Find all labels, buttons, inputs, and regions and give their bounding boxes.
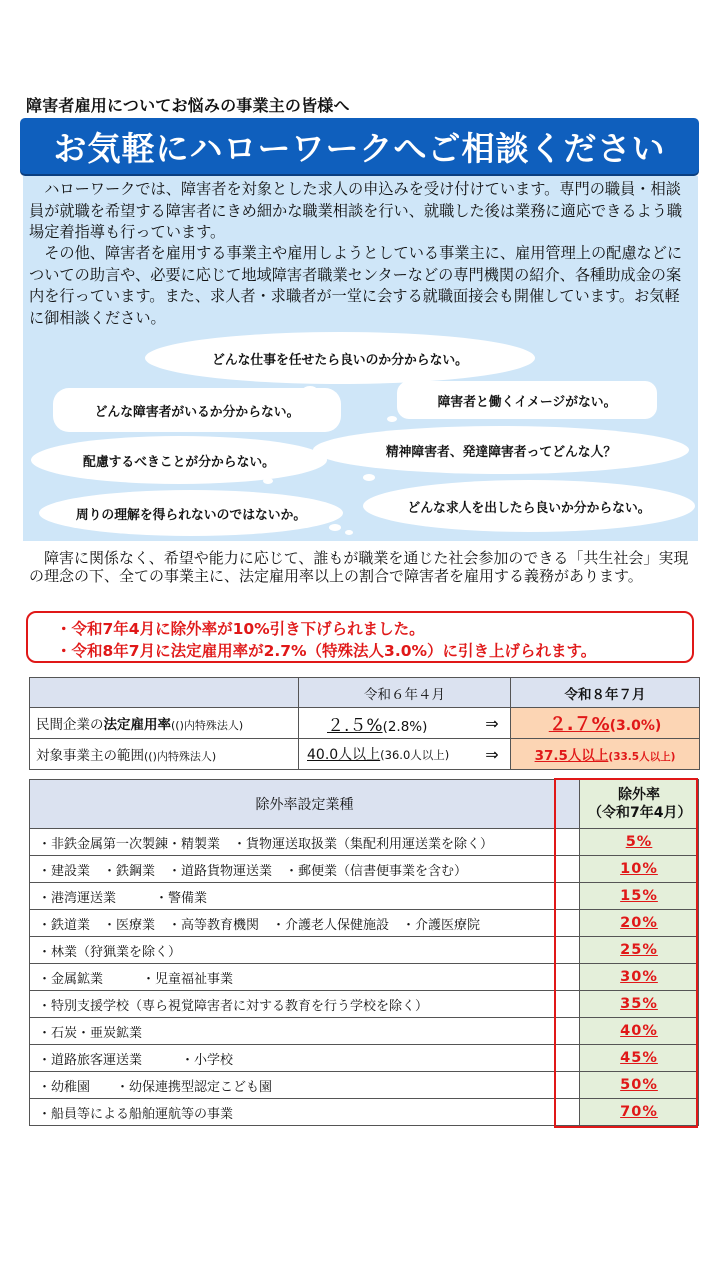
rate-r6-cell [299, 708, 475, 739]
header-rate-line-1: 除外率 [618, 787, 660, 803]
industry-cell: ・船員等による船舶運航等の事業 [30, 1099, 580, 1126]
concern-cloud-7 [365, 482, 693, 530]
table-row [30, 678, 700, 708]
table-row [30, 991, 699, 1018]
table-row [30, 708, 700, 739]
page-subtitle: 障害者雇用についてお悩みの事業主の皆様へ [26, 96, 350, 115]
concern-cloud-4 [315, 428, 687, 472]
scope-r8: 37.5人以上 [534, 748, 609, 764]
table-row [30, 1099, 699, 1126]
row-label-rate-a: 民間企業の [36, 717, 104, 733]
row-label-scope [30, 739, 299, 770]
rate-cell: 20% [580, 910, 699, 937]
headline-text: お気軽にハローワークへご相談ください [53, 128, 666, 168]
concern-cloud-5 [33, 438, 325, 482]
info-paragraph-2: その他、障害者を雇用する事業主や雇用しようとしている事業主に、雇用管理上の配慮などについての助言や、必要に応じて地域障害者職業センターなどの専門機関の紹介、各種助成金の案内を行っています。また、求人者・求職者が一堂に会する就職面接会も開催しています。お気軽に御相談ください。 [29, 244, 683, 328]
concern-cloud-2 [55, 390, 339, 430]
table-row [30, 1072, 699, 1099]
concern-cloud-3-text: 障害者と働くイメージがない。 [437, 394, 617, 410]
row-label-rate-c: (()内特殊法人) [171, 719, 244, 732]
rate-r6: ２.５% [327, 715, 383, 736]
table-row [30, 1018, 699, 1045]
table-corner [30, 678, 299, 708]
header-rate [580, 780, 699, 829]
industry-cell: ・幼稚園 ・幼保連携型認定こども園 [30, 1072, 580, 1099]
header-r6: 令和６年４月 [299, 678, 511, 708]
row-label-rate-b: 法定雇用率 [103, 717, 171, 733]
arrow-icon: ⇒ [485, 713, 499, 733]
header-rate-line-2: （令和7年4月） [588, 805, 692, 821]
cloud-dot [263, 478, 273, 484]
concern-cloud-6 [41, 492, 341, 534]
rate-cell: 25% [580, 937, 699, 964]
rate-cell: 70% [580, 1099, 699, 1126]
rate-cell: 5% [580, 829, 699, 856]
concern-cloud-6-text: 周りの理解を得られないのではないか。 [75, 507, 307, 523]
scope-r8-cell [511, 739, 700, 770]
cloud-dot [329, 524, 341, 531]
rate-cell: 30% [580, 964, 699, 991]
table-row [30, 883, 699, 910]
arrow-icon: ⇒ [485, 744, 499, 764]
concern-cloud-1-text: どんな仕事を任せたら良いのか分からない。 [212, 352, 468, 368]
scope-r6-cell [299, 739, 475, 770]
cloud-dot [363, 474, 375, 481]
industry-cell: ・道路旅客運送業 ・小学校 [30, 1045, 580, 1072]
table-row [30, 910, 699, 937]
industry-cell: ・建設業 ・鉄鋼業 ・道路貨物運送業 ・郵便業（信書便事業を含む） [30, 856, 580, 883]
table-row [30, 780, 699, 829]
employment-rate-table [29, 677, 700, 770]
rate-cell: 15% [580, 883, 699, 910]
industry-cell: ・特別支援学校（専ら視覚障害者に対する教育を行う学校を除く） [30, 991, 580, 1018]
table-row [30, 1045, 699, 1072]
industry-cell: ・石炭・亜炭鉱業 [30, 1018, 580, 1045]
concern-cloud-7-text: どんな求人を出したら良いか分からない。 [407, 500, 651, 516]
scope-r6: 40.0人以上 [307, 747, 381, 763]
table-row [30, 739, 700, 770]
industry-cell: ・非鉄金属第一次製錬・精製業 ・貨物運送取扱業（集配利用運送業を除く） [30, 829, 580, 856]
info-panel [23, 176, 698, 541]
rate-r8: ２.７% [548, 714, 610, 735]
arrow-cell [474, 708, 511, 739]
scope-r6-special: (36.0人以上) [380, 748, 450, 762]
rate-cell: 40% [580, 1018, 699, 1045]
industry-cell: ・鉄道業 ・医療業 ・高等教育機関 ・介護老人保健施設 ・介護医療院 [30, 910, 580, 937]
rate-r6-special: (2.8%) [382, 718, 428, 735]
notice-line-1: ・令和7年4月に除外率が10%引き下げられました。 [56, 620, 425, 638]
rate-cell: 50% [580, 1072, 699, 1099]
concern-cloud-1 [147, 334, 533, 382]
industry-cell: ・金属鉱業 ・児童福祉事業 [30, 964, 580, 991]
rate-cell: 10% [580, 856, 699, 883]
scope-r8-special: (33.5人以上) [608, 751, 676, 763]
concern-cloud-5-text: 配慮するべきことが分からない。 [83, 454, 275, 470]
header-industry: 除外率設定業種 [30, 780, 580, 829]
header-r8-text: 令和８年７月 [564, 686, 646, 703]
industry-cell: ・林業（狩猟業を除く） [30, 937, 580, 964]
arrow-cell [474, 739, 511, 770]
concern-cloud-3 [399, 383, 655, 417]
table-row [30, 829, 699, 856]
row-label-scope-c: (()内特殊法人) [144, 750, 217, 763]
cloud-dot [387, 416, 397, 422]
obligation-paragraph: 障害に関係なく、希望や能力に応じて、誰もが職業を通じた社会参加のできる「共生社会」実現の理念の下、全ての事業主に、法定雇用率以上の割合で障害者を雇用する義務があります。 [29, 549, 689, 585]
table-row [30, 937, 699, 964]
info-paragraph-1: ハローワークでは、障害者を対象とした求人の申込みを受け付けています。専門の職員・相談員が就職を希望する障害者にきめ細かな職業相談を行い、就職した後は業務に適応できるよう職場定着指導も行っています。 [29, 180, 683, 242]
header-r8 [511, 678, 700, 708]
notice-box [26, 611, 694, 663]
rate-r8-special: (3.0%) [609, 718, 662, 734]
industry-cell: ・港湾運送業 ・警備業 [30, 883, 580, 910]
row-label-rate [30, 708, 299, 739]
notice-line-2: ・令和8年7月に法定雇用率が2.7%（特殊法人3.0%）に引き上げられます。 [56, 642, 597, 660]
rate-cell: 35% [580, 991, 699, 1018]
headline-banner [20, 118, 699, 174]
rate-cell: 45% [580, 1045, 699, 1072]
exclusion-rate-table [29, 779, 699, 1126]
cloud-dot [345, 530, 353, 535]
concern-cloud-2-text: どんな障害者がいるか分からない。 [94, 404, 300, 420]
concern-cloud-4-text: 精神障害者、発達障害者ってどんな人？ [385, 444, 617, 460]
rate-r8-cell [511, 708, 700, 739]
row-label-scope-a: 対象事業主の範囲 [36, 748, 144, 764]
table-row [30, 856, 699, 883]
table-row [30, 964, 699, 991]
